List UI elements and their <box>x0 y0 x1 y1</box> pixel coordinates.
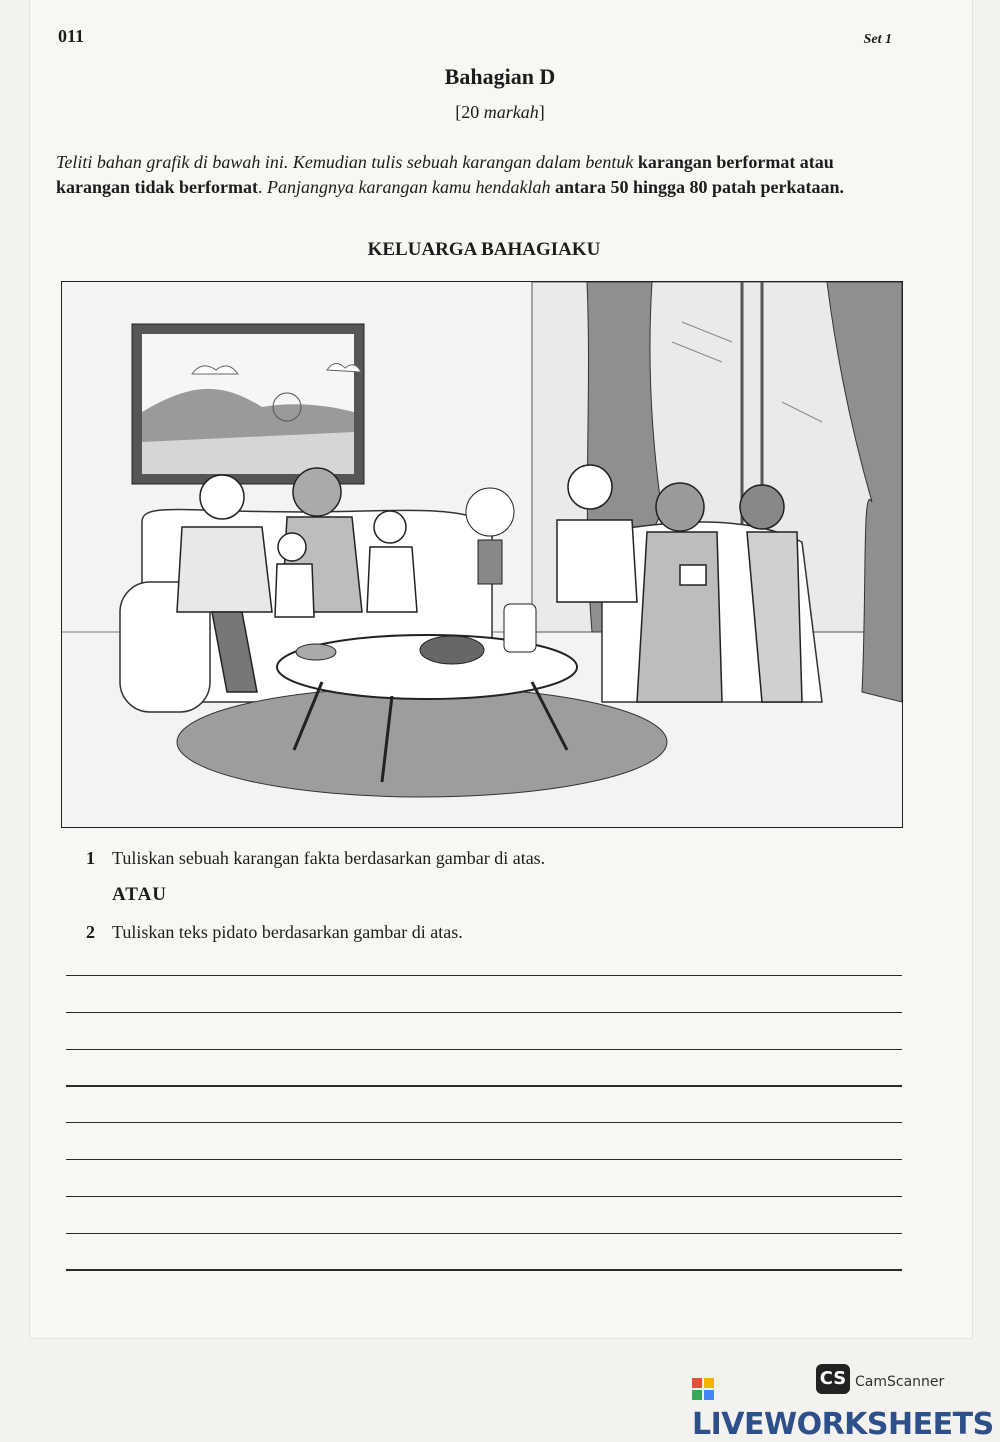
writing-line[interactable] <box>66 1012 902 1013</box>
writing-line[interactable] <box>66 1122 902 1123</box>
writing-line[interactable] <box>66 975 902 976</box>
question-2: 2 Tuliskan teks pidato berdasarkan gambar di atas. <box>86 922 463 942</box>
family-illustration <box>61 281 903 828</box>
question-1: 1 Tuliskan sebuah karangan fakta berdasarkan gambar di atas. <box>86 848 546 868</box>
writing-line[interactable] <box>66 1233 902 1234</box>
writing-line[interactable] <box>66 1085 902 1086</box>
answer-writing-area[interactable] <box>66 975 902 1306</box>
section-title: Bahagian D <box>444 64 556 89</box>
graphic-title: KELUARGA BAHAGIAKU <box>367 239 601 260</box>
writing-line[interactable] <box>66 1159 902 1160</box>
marks-label: [20 markah] <box>455 102 545 122</box>
writing-line[interactable] <box>66 1269 902 1270</box>
writing-line[interactable] <box>66 1049 902 1050</box>
camscanner-text: CamScanner <box>855 1374 945 1390</box>
instructions: Teliti bahan grafik di bawah ini. Kemudian tulis sebuah karangan dalam bentuk karangan berformat atau karangan tidak berformat. Panjangnya karangan kamu hendaklah antara 50 hingga 80 patah perkataan. <box>56 152 844 197</box>
writing-line[interactable] <box>66 1196 902 1197</box>
page-number: 011 <box>58 26 85 46</box>
or-label: ATAU <box>112 884 168 905</box>
family-living-room-illustration-icon <box>62 282 902 827</box>
liveworksheets-icon <box>692 1378 716 1402</box>
set-label: Set 1 <box>863 32 892 47</box>
camscanner-badge: CS <box>816 1364 850 1394</box>
liveworksheets-logo[interactable]: LIVEWORKSHEETS <box>692 1372 1000 1442</box>
painting-icon <box>132 324 364 484</box>
